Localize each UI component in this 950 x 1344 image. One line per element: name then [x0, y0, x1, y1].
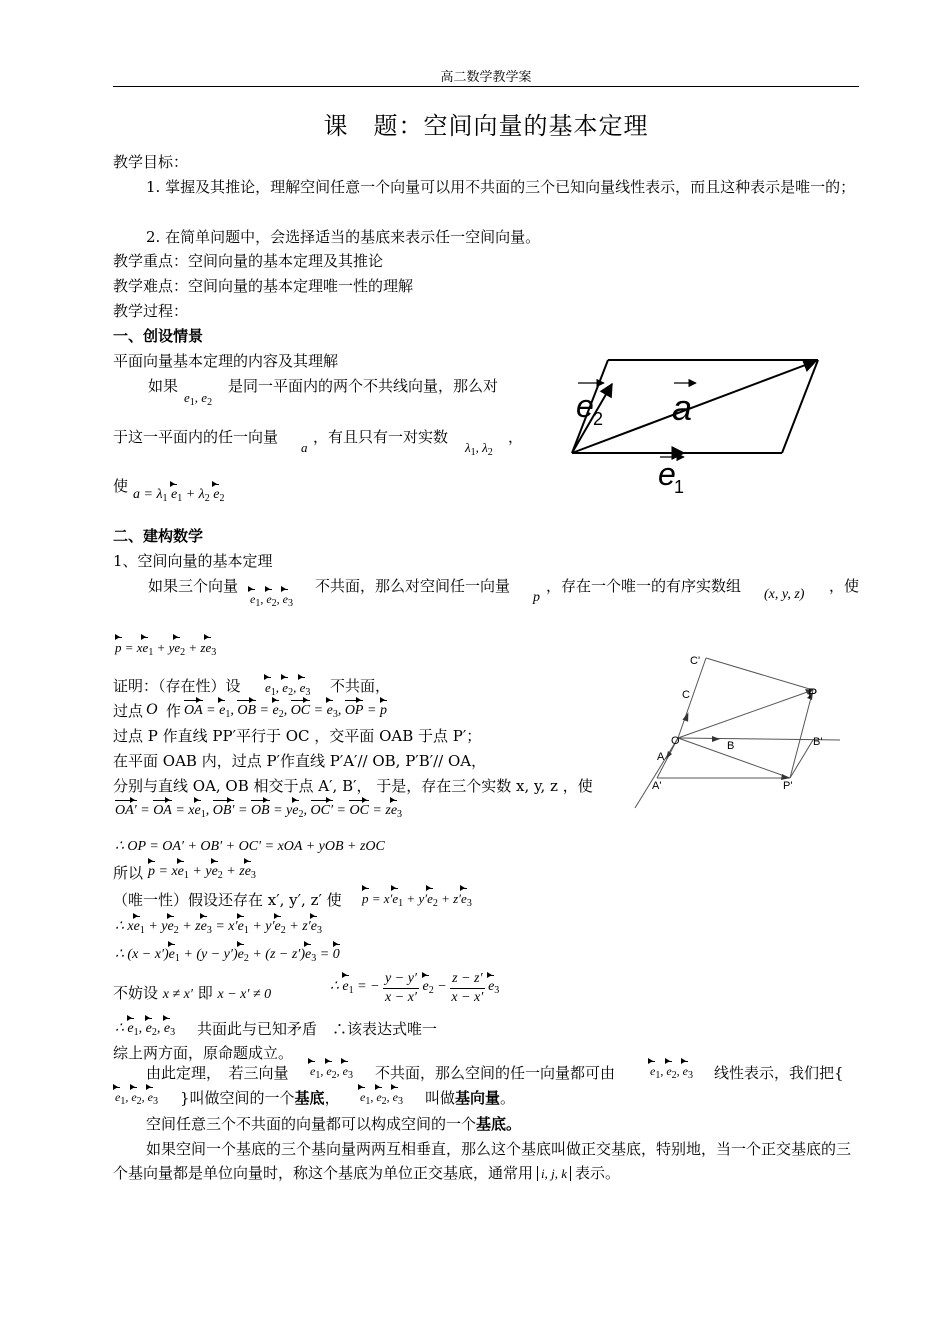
section-1-heading: 一、创设情景 — [113, 327, 204, 345]
contra-vectors: ∴ $e_1$, $e_2$, $e_3$ — [115, 1021, 176, 1038]
def3c: 。 — [506, 1115, 522, 1133]
s2-p: p — [533, 590, 540, 605]
proof-l5: 分别与直线 OA, OB 相交于点 A′, B′， 于是，存在三个实数 x, y, z ，使 — [113, 777, 593, 795]
proof-l6-formula: OA′ = OA = $xe_1$, OB′ = OB = $ye_2$, OC′ = OC = $ze_3$ — [115, 803, 403, 820]
def3 — [146, 1113, 521, 1134]
s2-xyz: (x, y, z) — [764, 587, 805, 602]
basis-figure — [630, 648, 845, 810]
page-header: 高二数学教学案 — [440, 70, 532, 85]
proof-l2b: 作 — [166, 702, 182, 720]
label-b-prime: B' — [813, 736, 823, 748]
def2-line-2 — [425, 1087, 515, 1108]
def1a: 由此定理， 若三向量 — [146, 1064, 289, 1082]
proof-l3: 过点 P 作直线 PP′平行于 OC ，交平面 OAB 于点 P′； — [113, 727, 482, 745]
page-title: 课 题：空间向量的基本定理 — [323, 112, 649, 140]
def3a: 空间任意三个不共面的向量都可以构成空间的一个 — [146, 1115, 477, 1133]
s1-a: a — [301, 440, 308, 455]
uniq-formula: $p = x'e_1 + y'e_2 + z'e_3$ — [362, 891, 472, 909]
def2c: ， — [324, 1089, 340, 1107]
theorem-formula: $p = xe_1 + ye_2 + ze_3$ — [115, 640, 217, 658]
uniqueness-line: （唯一性）假设还存在 x′, y′, z′ 使 — [113, 891, 342, 909]
goal-2: 2. 在简单问题中，会选择适当的基底来表示任一空间向量。 — [146, 228, 541, 246]
s2-if-mid: 不共面，那么对空间任一向量 — [315, 577, 511, 595]
s2-if-rest: ，存在一个唯一的有序实数组 — [546, 577, 742, 595]
def2a: }叫做空间的一个 — [180, 1089, 295, 1107]
key-point: 教学重点：空间向量的基本定理及其推论 — [113, 252, 384, 270]
ijk-set: i, j, k — [537, 1166, 571, 1181]
e1-label: e — [658, 456, 676, 492]
def2d: 叫做 — [425, 1089, 456, 1107]
s1-comma: ， — [508, 428, 524, 446]
s1-e1e2: $e_1$, $e_2$ — [184, 390, 213, 408]
process-label: 教学过程： — [113, 302, 189, 320]
proof-label: 证明：（存在性）设 — [113, 677, 241, 695]
goals-label: 教学目标： — [113, 153, 189, 171]
difficulty: 教学难点：空间向量的基本定理唯一性的理解 — [113, 277, 414, 295]
label-c: C — [682, 689, 690, 701]
uniq-step-3a: 不妨设 x ≠ x′ 即 x − x′ ≠ 0 — [113, 984, 272, 1002]
def2-basis-vector: 基向量 — [455, 1089, 501, 1107]
def1c: 线性表示，我们把{ — [714, 1064, 844, 1082]
proof-l2-formula: OA = $e_1$, OB = $e_2$, OC = $e_3$, OP = p — [184, 703, 387, 720]
proof-l7: ∴ OP = OA′ + OB′ + OC′ = xOA + yOB + zOC — [115, 839, 385, 854]
def1-vectors: $e_1$, $e_2$, $e_3$ — [310, 1064, 353, 1081]
uniq-step-3b: ∴ $e_1$ = − $\frac{y - y'}{x - x'}$ $e_2$ − $\frac{z - z'}{x - x'}$ $e_3$ — [330, 971, 500, 1005]
s2-if: 如果三个向量 — [148, 577, 239, 595]
label-p: P — [808, 685, 818, 701]
label-o: O — [671, 735, 680, 747]
def4-text: 如果空间一个基底的三个基向量两两互相垂直，那么这个基底叫做正交基底，特别地，当一个正交基底的三个基向量都是单位向量时，称这个基底为单位正交基底，通常用 — [113, 1140, 852, 1182]
s1-any: 于这一平面内的任一向量 — [113, 428, 279, 446]
goal-1: 1. 掌握及其推论，理解空间任意一个向量可以用不共面的三个已知向量线性表示，而且这种表示是唯一的； — [146, 178, 856, 196]
s1-formula: $a = \lambda_1$ $e_1 + \lambda_2$ $e_2$ — [133, 487, 225, 504]
e2-label: e — [576, 388, 594, 424]
proof-o: O — [146, 701, 158, 718]
def1-vectors-2: $e_1$, $e_2$, $e_3$ — [650, 1064, 693, 1081]
label-b: B — [727, 740, 735, 752]
s1-if-rest: 是同一平面内的两个不共线向量，那么对 — [228, 377, 499, 395]
def2-line — [180, 1087, 340, 1108]
proof-label-rest: 不共面， — [330, 677, 391, 695]
header-rule — [113, 86, 859, 87]
def2-basis: 基底 — [294, 1089, 325, 1107]
right-edge — [782, 360, 818, 453]
def2-vectors: $e_1$, $e_2$, $e_3$ — [115, 1090, 158, 1107]
s2-if-end: ，使 — [829, 577, 860, 595]
conclusion: 综上两方面，原命题成立。 — [113, 1044, 294, 1062]
uniq-step-1: ∴ $xe_1 + ye_2 + ze_3 = x'e_1 + y'e_2 + z'e_3$ — [115, 919, 322, 936]
s1-make: 使 — [113, 477, 129, 495]
contradiction: 共面此与已知矛盾 ∴该表达式唯一 — [197, 1020, 438, 1038]
e2-sub: 2 — [593, 409, 604, 429]
def2-vectors-2: $e_1$, $e_2$, $e_3$ — [360, 1090, 403, 1107]
a-label: a — [672, 387, 693, 428]
label-a: A — [657, 751, 665, 763]
def1b: 不共面，那么空间的任一向量都可由 — [375, 1064, 616, 1082]
proof-l8: 所以 — [113, 864, 144, 882]
label-a-prime: A' — [652, 780, 662, 792]
proof-l4: 在平面 OAB 内，过点 P′作直线 P′A′// OB, P′B′// OA， — [113, 752, 487, 770]
uniq-step-2: ∴ $(x - x')e_1 + (y - y')e_2 + (z - z')e_3 = 0$ — [115, 947, 340, 964]
proof-l2a: 过点 — [113, 702, 144, 720]
s1-line-1: 平面向量基本定理的内容及其理解 — [113, 352, 339, 370]
label-p-prime: P' — [783, 780, 793, 792]
s1-lambdas: $\lambda_1$, $\lambda_2$ — [465, 440, 493, 458]
parallelogram-figure — [560, 345, 830, 505]
proof-e123: $e_1$, $e_2$, $e_3$ — [265, 680, 311, 698]
s1-if: 如果 — [148, 377, 179, 395]
s2-subheading: 1、空间向量的基本定理 — [113, 552, 273, 570]
def2f: 。 — [500, 1089, 516, 1107]
section-2-heading: 二、建构数学 — [113, 527, 204, 545]
e1-sub: 1 — [674, 477, 685, 497]
def4-end: 表示。 — [575, 1164, 621, 1182]
def3-basis: 基底 — [476, 1115, 507, 1133]
def4 — [113, 1137, 859, 1186]
proof-l8-formula: $p = xe_1 + ye_2 + ze_3$ — [148, 864, 256, 881]
s1-any-rest: ，有且只有一对实数 — [313, 428, 449, 446]
a-arrow — [572, 361, 816, 453]
s2-e123: $e_1$, $e_2$, $e_3$ — [250, 592, 293, 609]
label-c-prime: C' — [690, 655, 701, 667]
